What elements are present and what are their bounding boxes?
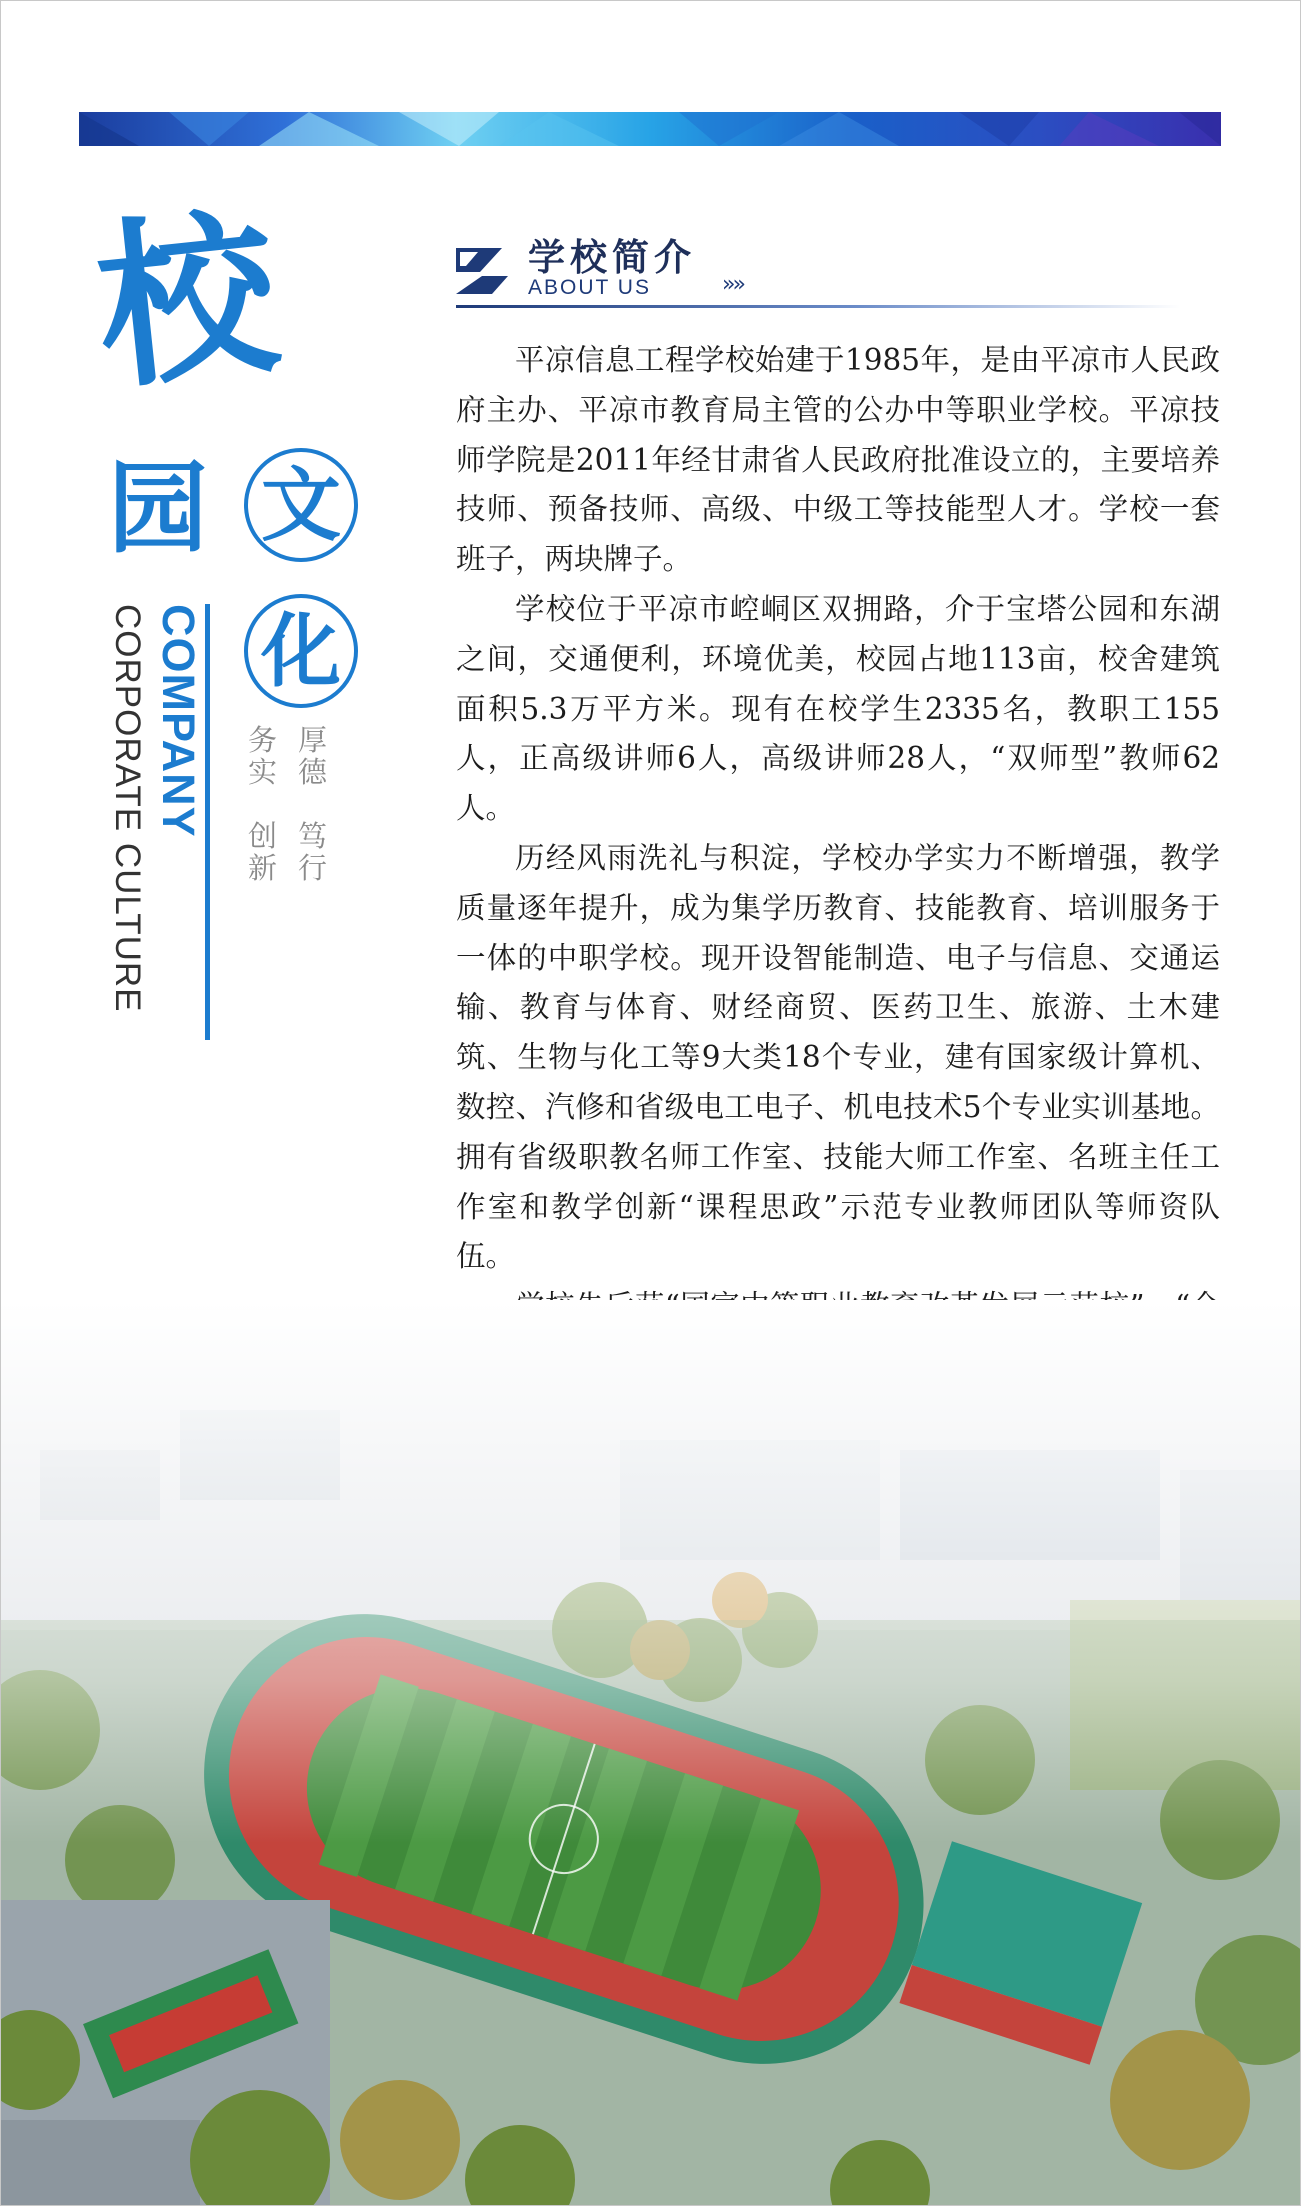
motto-char: 新 (248, 851, 278, 886)
motto-char: 德 (298, 755, 328, 790)
motto-char: 实 (248, 755, 278, 790)
double-chevron-icon: »» (722, 272, 743, 297)
motto-wushi (248, 724, 277, 789)
vertical-divider (205, 604, 210, 1040)
motto-houde (298, 724, 327, 789)
company-vertical-text: COMPANY (153, 604, 204, 838)
play-arrow-icon (456, 236, 520, 296)
title-char-wen-circle: 文 (244, 448, 358, 562)
motto-char: 行 (298, 851, 328, 886)
motto-char: 创 (248, 819, 278, 853)
motto-char: 笃 (298, 819, 328, 853)
paragraph: 平凉信息工程学校始建于1985年，是由平凉市人民政府主办、平凉市教育局主管的公办中等职业学校。平凉技师学院是2011年经甘肃省人民政府批准设立的，主要培养技师、预备技师、高级、中级工等技能型人才。学校一套班子，两块牌子。 (456, 343, 1220, 577)
top-banner (79, 112, 1221, 146)
title-char-yuan: 园 (108, 449, 208, 567)
motto-char: 务 (248, 723, 278, 757)
section-title: 学校简介 (528, 235, 696, 279)
corporate-culture-vertical-text: CORPORATE CULTURE (108, 604, 147, 1013)
motto-char: 厚 (298, 723, 328, 757)
paragraph: 学校位于平凉市崆峒区双拥路，介于宝塔公园和东湖之间，交通便利，环境优美，校园占地113亩，校舍建筑面积5.3万平方米。现有在校学生2335名，教职工155人，正高级讲师6人，高级讲师28人，“双师型”教师62人。 (456, 591, 1220, 826)
banner-polygon-pattern (79, 112, 1221, 146)
section-subtitle: ABOUT US (528, 276, 651, 299)
title-char-hua-circle: 化 (244, 594, 358, 708)
motto-chuangxin (248, 820, 277, 885)
header-underline (456, 305, 1180, 308)
paragraph: 历经风雨洗礼与积淀，学校办学实力不断增强，教学质量逐年提升，成为集学历教育、技能教育、培训服务于一体的中职学校。现开设智能制造、电子与信息、交通运输、教育与体育、财经商贸、医药卫生、旅游、土木建筑、生物与化工等9大类18个专业，建有国家级计算机、数控、汽修和省级电工电子、机电技术5个专业实训基地。拥有省级职教名师工作室、技能大师工作室、名班主任工作室和教学创新“课程思政”示范专业教师团队等师资队伍。 (456, 840, 1220, 1274)
motto-duxing (298, 820, 327, 885)
title-char-xiao: 校 (87, 187, 287, 414)
campus-aerial-photo (0, 1300, 1301, 2206)
